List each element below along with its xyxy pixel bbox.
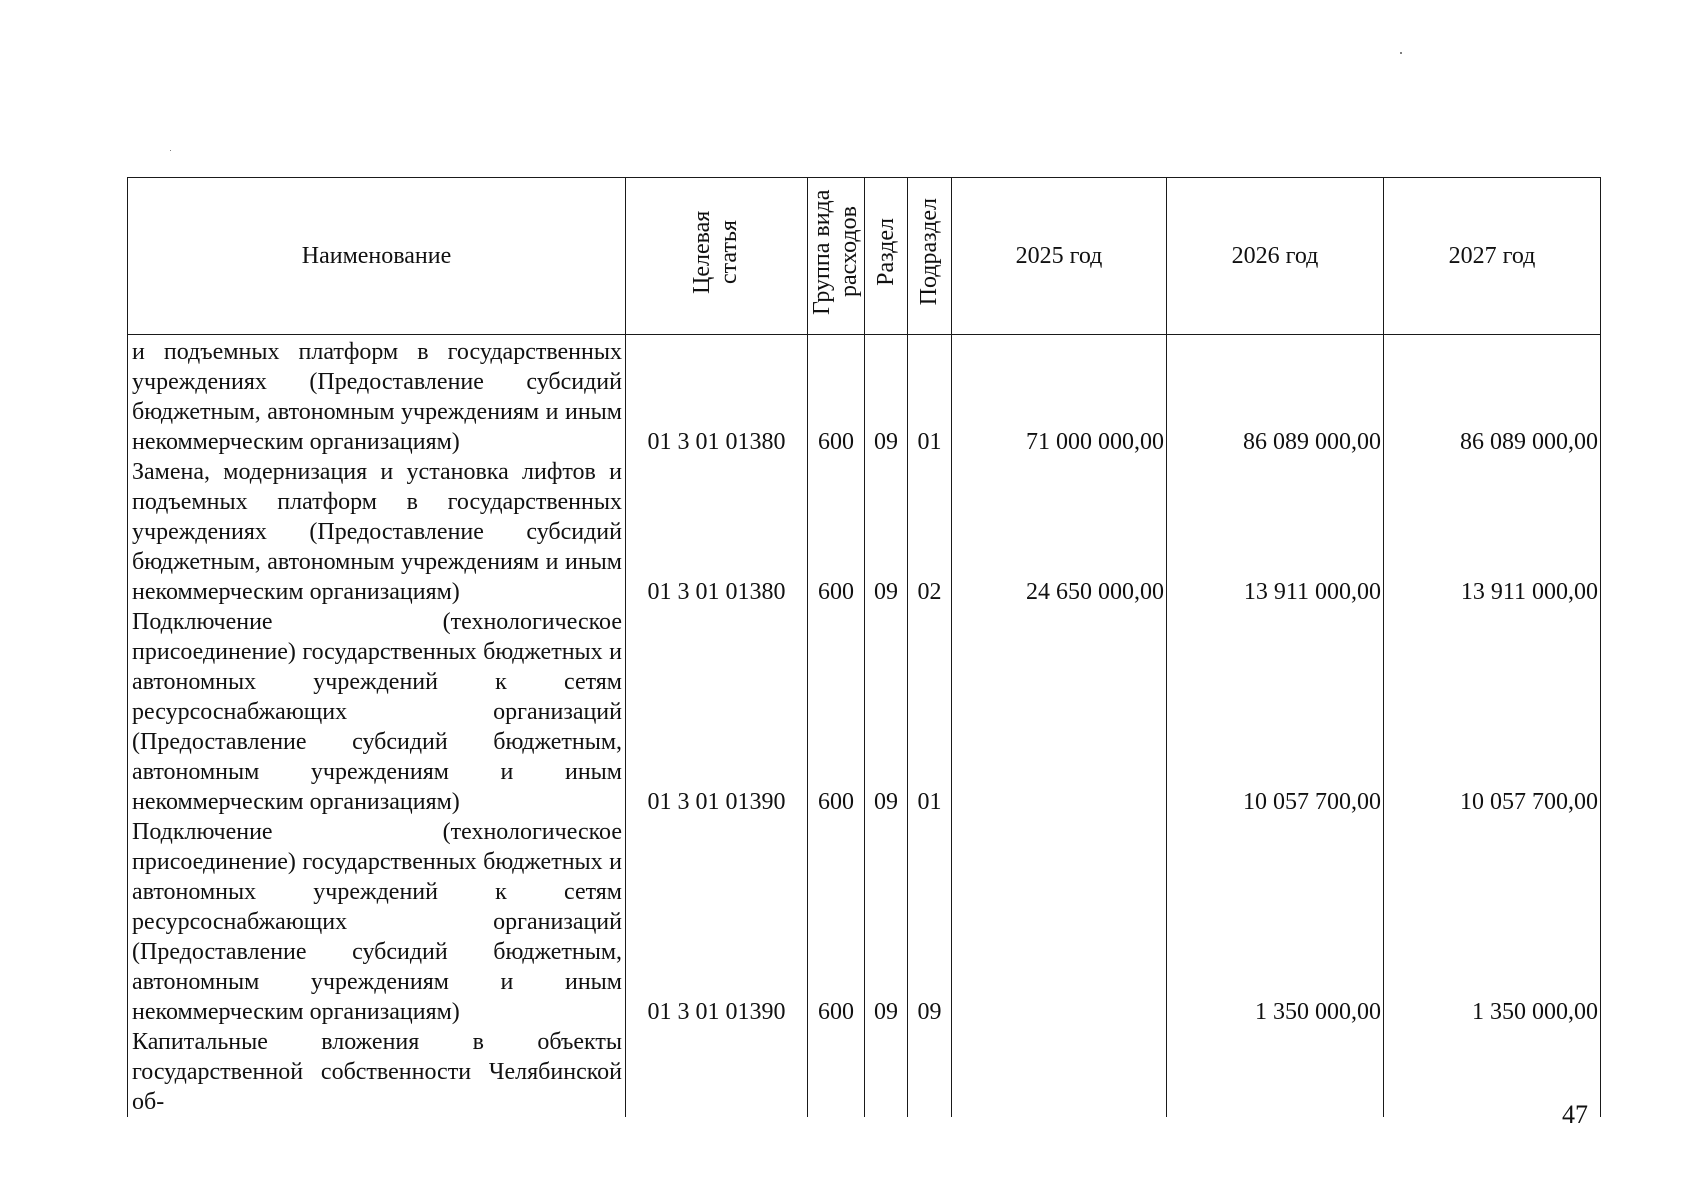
row-target-item: 01 3 01 01390 [626, 817, 808, 1027]
row-amount-2025 [952, 817, 1167, 1027]
row-subsection: 09 [908, 817, 952, 1027]
row-section: 09 [865, 335, 908, 458]
row-amount-2026: 86 089 000,00 [1167, 335, 1384, 458]
row-name: Подключение (технологическое присоединение) государственных бюджетных и автономных учреждений к сетям ресурсоснабжающих организаций (Предоставление субсидий бюджетным, автономным учреждениям и иным некоммерческим организациям) [128, 607, 626, 817]
row-amount-2026 [1167, 1027, 1384, 1117]
row-name: и подъемных платформ в государственных учреждениях (Предоставление субсидий бюджетным, автономным учреждениям и иным некоммерческим организациям) [128, 335, 626, 458]
row-amount-2025: 24 650 000,00 [952, 457, 1167, 607]
row-expense-group: 600 [808, 335, 865, 458]
row-section: 09 [865, 457, 908, 607]
row-expense-group [808, 1027, 865, 1117]
header-2027: 2027 год [1384, 178, 1601, 335]
table-row [128, 335, 1601, 458]
table-body [128, 335, 1601, 1118]
row-expense-group: 600 [808, 817, 865, 1027]
row-section: 09 [865, 817, 908, 1027]
row-name: Замена, модернизация и установка лифтов и подъемных платформ в государственных учреждениях (Предоставление субсидий бюджетным, автономным учреждениям и иным некоммерческим организациям) [128, 457, 626, 607]
row-subsection: 02 [908, 457, 952, 607]
row-target-item [626, 1027, 808, 1117]
budget-table [127, 177, 1601, 1117]
row-amount-2026: 10 057 700,00 [1167, 607, 1384, 817]
row-amount-2025 [952, 1027, 1167, 1117]
table-row [128, 457, 1601, 607]
row-target-item: 01 3 01 01380 [626, 335, 808, 458]
header-2026: 2026 год [1167, 178, 1384, 335]
row-amount-2026: 1 350 000,00 [1167, 817, 1384, 1027]
table-row [128, 1027, 1601, 1117]
row-section: 09 [865, 607, 908, 817]
page-number: 47 [1562, 1100, 1588, 1129]
row-name: Подключение (технологическое присоединение) государственных бюджетных и автономных учреждений к сетям ресурсоснабжающих организаций (Предоставление субсидий бюджетным, автономным учреждениям и иным некоммерческим организациям) [128, 817, 626, 1027]
header-2025: 2025 год [952, 178, 1167, 335]
scan-speck [170, 150, 171, 151]
table-row [128, 817, 1601, 1027]
row-expense-group: 600 [808, 457, 865, 607]
scan-speck [1400, 52, 1402, 54]
row-name: Капитальные вложения в объекты государственной собственности Челябинской об- [128, 1027, 626, 1117]
header-target-item: Целевая статья [626, 178, 808, 335]
row-section [865, 1027, 908, 1117]
row-amount-2027: 13 911 000,00 [1384, 457, 1601, 607]
row-expense-group: 600 [808, 607, 865, 817]
table-row [128, 607, 1601, 817]
row-target-item: 01 3 01 01390 [626, 607, 808, 817]
row-amount-2027: 86 089 000,00 [1384, 335, 1601, 458]
row-amount-2027: 1 350 000,00 [1384, 817, 1601, 1027]
row-amount-2026: 13 911 000,00 [1167, 457, 1384, 607]
row-amount-2027: 10 057 700,00 [1384, 607, 1601, 817]
row-subsection: 01 [908, 607, 952, 817]
header-name: Наименование [128, 178, 626, 335]
row-subsection [908, 1027, 952, 1117]
table-header [128, 178, 1601, 335]
row-subsection: 01 [908, 335, 952, 458]
row-target-item: 01 3 01 01380 [626, 457, 808, 607]
header-section: Раздел [865, 178, 908, 335]
header-expense-group: Группа вида расходов [808, 178, 865, 335]
header-subsection: Подраздел [908, 178, 952, 335]
row-amount-2025 [952, 607, 1167, 817]
row-amount-2025: 71 000 000,00 [952, 335, 1167, 458]
